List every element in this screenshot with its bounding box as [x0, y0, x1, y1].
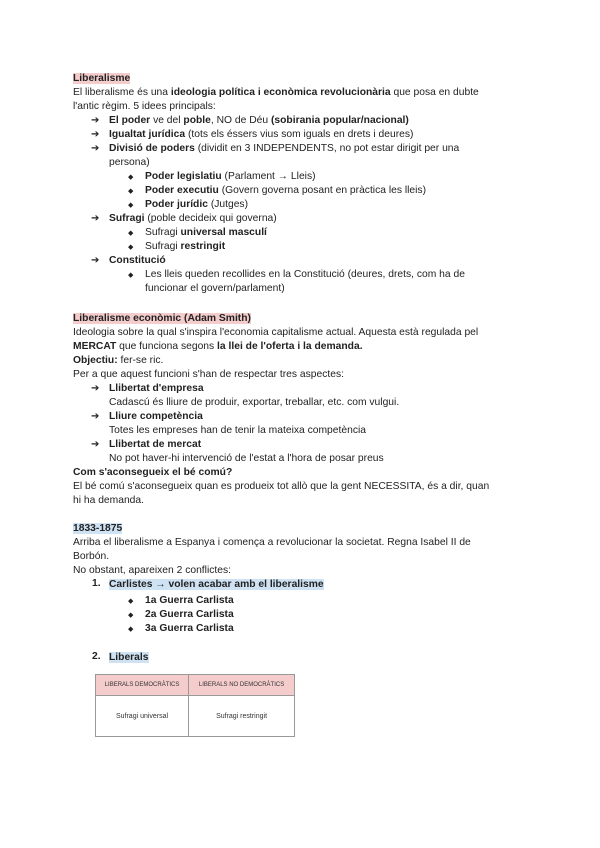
aspect-3-title: Llibertat de mercat	[109, 439, 202, 450]
common-good-line-2: hi ha demanda.	[73, 495, 144, 506]
common-good-question: Com s'aconsegueix el bé comú?	[73, 467, 233, 478]
arrow-icon: ➔	[91, 213, 100, 224]
table-header-row	[96, 675, 295, 696]
economic-line-1: Ideologia sobre la qual s'inspira l'economia capitalisme actual. Aquesta està regulada pel	[73, 327, 479, 338]
text-bold: ideologia política i econòmica revolucionària	[170, 87, 391, 98]
text: (dividit en 3 INDEPENDENTS, no pot estar dirigit per una	[194, 143, 460, 154]
diamond-bullet-icon: ◆	[128, 626, 134, 633]
power-item-2	[145, 184, 426, 198]
text: que posa en dubte	[390, 87, 479, 98]
section-title-1833	[73, 522, 122, 536]
constitution-line-1: Les lleis queden recollides en la Constitució (deures, drets, com ha de	[145, 269, 465, 280]
idea-item-2	[109, 128, 413, 142]
text: (poble decideix qui governa)	[144, 213, 277, 224]
carlist-war-2: 2a Guerra Carlista	[145, 609, 234, 620]
carlist-war-3: 3a Guerra Carlista	[145, 623, 234, 634]
constitution-line-2: funcionar el govern/parlament)	[145, 283, 285, 294]
conflict-1-title	[109, 578, 324, 592]
diamond-bullet-icon: ◆	[128, 612, 134, 619]
history-line-1: Arriba el liberalisme a Espanya i comença a revolucionar la societat. Regna Isabel II de	[73, 537, 471, 548]
idea-item-3-cont: persona)	[109, 157, 150, 168]
text-bold: restringit	[180, 241, 226, 252]
text: , NO de Déu	[210, 115, 271, 126]
aspect-1-desc: Cadascú és lliure de produir, exportar, treballar, etc. com vulgui.	[109, 397, 400, 408]
aspect-3-desc: No pot haver-hi intervenció de l'estat a l'hora de posar preus	[109, 453, 384, 464]
diamond-bullet-icon: ◆	[128, 188, 134, 195]
arrow-icon: ➔	[91, 439, 100, 450]
economic-line-2	[73, 340, 363, 354]
table-header-cell: LIBERALS NO DEMOCRÀTICS	[189, 675, 295, 696]
arrow-icon: ➔	[91, 383, 100, 394]
diamond-bullet-icon: ◆	[128, 598, 134, 605]
text-bold: Poder jurídic	[145, 199, 208, 210]
section-title-liberalisme	[73, 72, 130, 86]
diamond-bullet-icon: ◆	[128, 174, 134, 181]
heading-text: 1833-1875	[73, 523, 123, 534]
text-bold: (sobirania popular/nacional)	[270, 115, 409, 126]
text-bold: Liberals	[109, 652, 149, 663]
text: (Parlament → Lleis)	[221, 171, 316, 182]
text: fer-se ric.	[117, 355, 164, 366]
section-title-economic	[73, 312, 251, 326]
table-cell: Sufragi universal	[96, 696, 189, 737]
text-bold: MERCAT	[73, 341, 117, 352]
text-bold: la llei de l'oferta i la demanda.	[217, 341, 363, 352]
idea-item-1	[109, 114, 409, 128]
aspect-2-desc: Totes les empreses han de tenir la mateixa competència	[109, 425, 366, 436]
heading-text: Liberalisme	[73, 73, 131, 84]
idea-item-5: Constitució	[109, 255, 166, 266]
arrow-icon: ➔	[91, 115, 100, 126]
arrow-icon: ➔	[91, 129, 100, 140]
text: ve del	[150, 115, 184, 126]
liberals-comparison-table	[95, 674, 295, 737]
list-number: 1.	[92, 578, 101, 589]
text: (Jutges)	[207, 199, 249, 210]
text: (tots els éssers vius som iguals en drets i deures)	[185, 129, 414, 140]
text-bold: Sufragi	[109, 213, 145, 224]
suffrage-item-2	[145, 240, 225, 254]
diamond-bullet-icon: ◆	[128, 202, 134, 209]
text: Sufragi	[145, 227, 181, 238]
arrow-icon: ➔	[91, 255, 100, 266]
idea-item-3	[109, 142, 459, 156]
diamond-bullet-icon: ◆	[128, 244, 134, 251]
text-bold: universal masculí	[180, 227, 267, 238]
text-bold: Poder executiu	[145, 185, 219, 196]
text-bold: Poder legislatiu	[145, 171, 222, 182]
history-line-3: No obstant, apareixen 2 conflictes:	[73, 565, 231, 576]
text-bold: Igualtat jurídica	[109, 129, 186, 140]
carlist-war-1: 1a Guerra Carlista	[145, 595, 234, 606]
arrow-icon: ➔	[91, 143, 100, 154]
suffrage-item-1	[145, 226, 267, 240]
power-item-3	[145, 198, 248, 212]
history-line-2: Borbón.	[73, 551, 110, 562]
power-item-1	[145, 170, 316, 184]
table-header-cell: LIBERALS DEMOCRÀTICS	[96, 675, 189, 696]
conflict-2-title	[109, 651, 149, 665]
intro-line-2: l'antic règim. 5 idees principals:	[73, 101, 216, 112]
text-bold: Divisió de poders	[109, 143, 195, 154]
diamond-bullet-icon: ◆	[128, 230, 134, 237]
table-row	[96, 696, 295, 737]
text: Sufragi	[145, 241, 181, 252]
text-bold: Objectiu:	[73, 355, 118, 366]
text-bold: poble	[183, 115, 211, 126]
intro-line-1	[73, 86, 479, 100]
idea-item-4	[109, 212, 277, 226]
table-cell: Sufragi restringit	[189, 696, 295, 737]
common-good-line-1: El bé comú s'aconsegueix quan es produeix tot allò que la gent NECESSITA, és a dir, quan	[73, 481, 490, 492]
economic-objective	[73, 354, 163, 368]
text-bold: Carlistes → volen acabar amb el liberalisme	[109, 579, 324, 590]
aspect-1-title: Llibertat d'empresa	[109, 383, 204, 394]
text: (Govern governa posant en pràctica les lleis)	[218, 185, 427, 196]
text: que funciona segons	[116, 341, 218, 352]
list-number: 2.	[92, 651, 101, 662]
diamond-bullet-icon: ◆	[128, 272, 134, 279]
text: El liberalisme és una	[73, 87, 171, 98]
economic-line-4: Per a que aquest funcioni s'han de respectar tres aspectes:	[73, 369, 344, 380]
arrow-icon: ➔	[91, 411, 100, 422]
text-bold: El poder	[109, 115, 151, 126]
heading-text: Liberalisme econòmic (Adam Smith)	[73, 313, 251, 324]
aspect-2-title: Lliure competència	[109, 411, 203, 422]
